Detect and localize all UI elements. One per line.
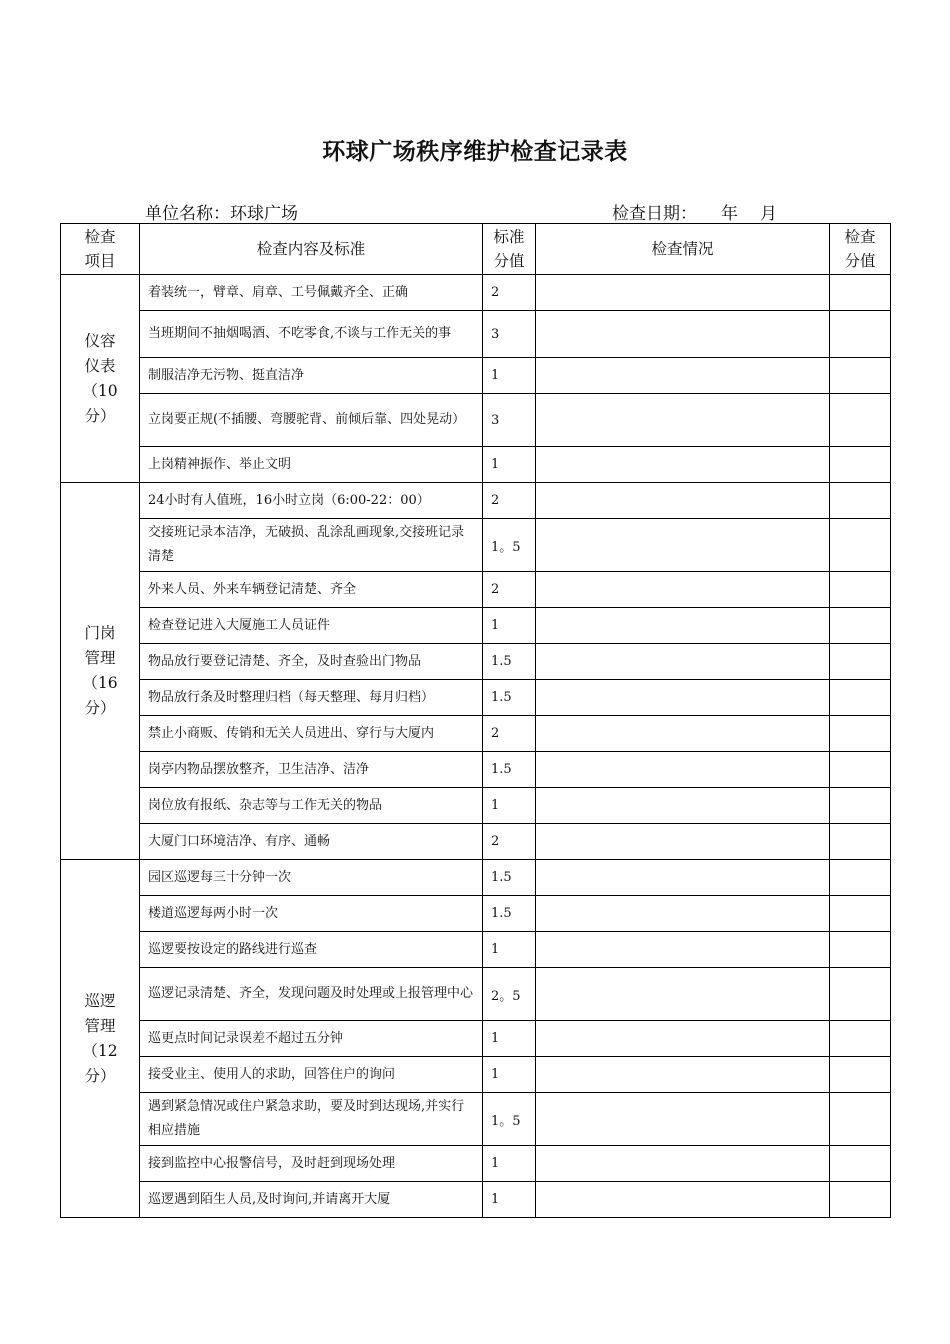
status-cell[interactable]: [536, 860, 830, 896]
content-cell: 物品放行条及时整理归档（每天整理、每月归档）: [140, 680, 483, 716]
content-cell: 24小时有人值班，16小时立岗（6:00-22：00）: [140, 483, 483, 519]
check-score-cell[interactable]: [830, 860, 891, 896]
status-cell[interactable]: [536, 608, 830, 644]
status-cell[interactable]: [536, 752, 830, 788]
content-cell: 遇到紧急情况或住户紧急求助，要及时到达现场,并实行相应措施: [140, 1093, 483, 1146]
check-score-cell[interactable]: [830, 680, 891, 716]
date-label: 检查日期：: [612, 204, 697, 224]
std-score-cell: 1: [483, 1021, 536, 1057]
std-score-cell: 2: [483, 275, 536, 311]
content-cell: 岗位放有报纸、杂志等与工作无关的物品: [140, 788, 483, 824]
std-score-cell: 1: [483, 1146, 536, 1182]
check-score-cell[interactable]: [830, 1146, 891, 1182]
content-cell: 巡更点时间记录误差不超过五分钟: [140, 1021, 483, 1057]
status-cell[interactable]: [536, 394, 830, 447]
std-score-cell: 1: [483, 932, 536, 968]
content-cell: 楼道巡逻每两小时一次: [140, 896, 483, 932]
std-score-cell: 1.5: [483, 644, 536, 680]
table-row: [61, 896, 891, 932]
table-row: [61, 447, 891, 483]
inspection-table: [60, 223, 891, 1218]
check-score-cell[interactable]: [830, 1057, 891, 1093]
table-row: [61, 968, 891, 1021]
status-cell[interactable]: [536, 275, 830, 311]
inspection-date: [612, 199, 777, 224]
check-score-cell[interactable]: [830, 1182, 891, 1218]
header-check-score: 检查 分值: [830, 224, 891, 275]
std-score-cell: 2: [483, 824, 536, 860]
check-score-cell[interactable]: [830, 896, 891, 932]
check-score-cell[interactable]: [830, 716, 891, 752]
std-score-cell: 1。5: [483, 1093, 536, 1146]
table-row: [61, 1021, 891, 1057]
check-score-cell[interactable]: [830, 824, 891, 860]
check-score-cell[interactable]: [830, 608, 891, 644]
table-row: [61, 1146, 891, 1182]
std-score-cell: 2: [483, 483, 536, 519]
content-cell: 接受业主、使用人的求助，回答住户的询问: [140, 1057, 483, 1093]
page-title: 环球广场秩序维护检查记录表: [322, 139, 628, 165]
status-cell[interactable]: [536, 968, 830, 1021]
std-score-cell: 1: [483, 608, 536, 644]
check-score-cell[interactable]: [830, 644, 891, 680]
status-cell[interactable]: [536, 519, 830, 572]
content-cell: 园区巡逻每三十分钟一次: [140, 860, 483, 896]
content-cell: 着装统一，臂章、肩章、工号佩戴齐全、正确: [140, 275, 483, 311]
std-score-cell: 3: [483, 311, 536, 358]
header-status: 检查情况: [536, 224, 830, 275]
content-cell: 制服洁净无污物、挺直洁净: [140, 358, 483, 394]
content-cell: 检查登记进入大厦施工人员证件: [140, 608, 483, 644]
table-row: [61, 572, 891, 608]
std-score-cell: 3: [483, 394, 536, 447]
table-row: [61, 680, 891, 716]
month-label: 月: [760, 204, 777, 224]
status-cell[interactable]: [536, 1146, 830, 1182]
table-row: [61, 608, 891, 644]
check-score-cell[interactable]: [830, 1093, 891, 1146]
std-score-cell: 1.5: [483, 860, 536, 896]
std-score-cell: 1。5: [483, 519, 536, 572]
content-cell: 当班期间不抽烟喝酒、不吃零食,不谈与工作无关的事: [140, 311, 483, 358]
std-score-cell: 1: [483, 358, 536, 394]
check-score-cell[interactable]: [830, 752, 891, 788]
table-row: [61, 860, 891, 896]
status-cell[interactable]: [536, 644, 830, 680]
header-std-score: 标准 分值: [483, 224, 536, 275]
status-cell[interactable]: [536, 1021, 830, 1057]
table-row: [61, 358, 891, 394]
std-score-cell: 1: [483, 447, 536, 483]
table-row: [61, 1093, 891, 1146]
std-score-cell: 2: [483, 572, 536, 608]
check-score-cell[interactable]: [830, 394, 891, 447]
content-cell: 巡逻要按设定的路线进行巡查: [140, 932, 483, 968]
header-content: 检查内容及标准: [140, 224, 483, 275]
table-row: [61, 275, 891, 311]
std-score-cell: 1.5: [483, 896, 536, 932]
check-score-cell[interactable]: [830, 1021, 891, 1057]
table-row: [61, 932, 891, 968]
content-cell: 禁止小商贩、传销和无关人员进出、穿行与大厦内: [140, 716, 483, 752]
check-score-cell[interactable]: [830, 932, 891, 968]
check-score-cell[interactable]: [830, 572, 891, 608]
content-cell: 立岗要正规(不插腰、弯腰驼背、前倾后靠、四处晃动）: [140, 394, 483, 447]
table-header-row: [61, 224, 891, 275]
check-score-cell[interactable]: [830, 968, 891, 1021]
category-cell: 门岗 管理 （16 分）: [61, 483, 140, 860]
check-score-cell[interactable]: [830, 358, 891, 394]
table-row: [61, 752, 891, 788]
table-row: [61, 483, 891, 519]
table-row: [61, 824, 891, 860]
check-score-cell[interactable]: [830, 519, 891, 572]
content-cell: 岗亭内物品摆放整齐，卫生洁净、洁净: [140, 752, 483, 788]
std-score-cell: 1.5: [483, 680, 536, 716]
check-score-cell[interactable]: [830, 788, 891, 824]
content-cell: 上岗精神振作、举止文明: [140, 447, 483, 483]
content-cell: 物品放行要登记清楚、齐全，及时查验出门物品: [140, 644, 483, 680]
status-cell[interactable]: [536, 483, 830, 519]
header-item: 检查 项目: [61, 224, 140, 275]
status-cell[interactable]: [536, 311, 830, 358]
status-cell[interactable]: [536, 716, 830, 752]
status-cell[interactable]: [536, 447, 830, 483]
year-label: 年: [721, 204, 738, 224]
content-cell: 巡逻遇到陌生人员,及时询问,并请离开大厦: [140, 1182, 483, 1218]
table-row: [61, 311, 891, 358]
std-score-cell: 1.5: [483, 752, 536, 788]
unit-name: 单位名称：环球广场: [145, 204, 298, 224]
check-score-cell[interactable]: [830, 311, 891, 358]
status-cell[interactable]: [536, 1057, 830, 1093]
content-cell: 交接班记录本洁净，无破损、乱涂乱画现象,交接班记录清楚: [140, 519, 483, 572]
std-score-cell: 1: [483, 788, 536, 824]
table-row: [61, 716, 891, 752]
std-score-cell: 2。5: [483, 968, 536, 1021]
status-cell[interactable]: [536, 680, 830, 716]
status-cell[interactable]: [536, 788, 830, 824]
table-row: [61, 394, 891, 447]
content-cell: 外来人员、外来车辆登记清楚、齐全: [140, 572, 483, 608]
content-cell: 大厦门口环境洁净、有序、通畅: [140, 824, 483, 860]
check-score-cell[interactable]: [830, 483, 891, 519]
content-cell: 巡逻记录清楚、齐全，发现问题及时处理或上报管理中心: [140, 968, 483, 1021]
status-cell[interactable]: [536, 932, 830, 968]
check-score-cell[interactable]: [830, 275, 891, 311]
check-score-cell[interactable]: [830, 447, 891, 483]
status-cell[interactable]: [536, 572, 830, 608]
status-cell[interactable]: [536, 1182, 830, 1218]
content-cell: 接到监控中心报警信号，及时赶到现场处理: [140, 1146, 483, 1182]
category-cell: 仪容 仪表 （10 分）: [61, 275, 140, 483]
status-cell[interactable]: [536, 824, 830, 860]
table-row: [61, 1182, 891, 1218]
std-score-cell: 1: [483, 1182, 536, 1218]
status-cell[interactable]: [536, 896, 830, 932]
status-cell[interactable]: [536, 358, 830, 394]
category-cell: 巡逻 管理 （12 分）: [61, 860, 140, 1218]
std-score-cell: 2: [483, 716, 536, 752]
std-score-cell: 1: [483, 1057, 536, 1093]
table-row: [61, 788, 891, 824]
status-cell[interactable]: [536, 1093, 830, 1146]
table-row: [61, 644, 891, 680]
table-row: [61, 1057, 891, 1093]
table-row: [61, 519, 891, 572]
